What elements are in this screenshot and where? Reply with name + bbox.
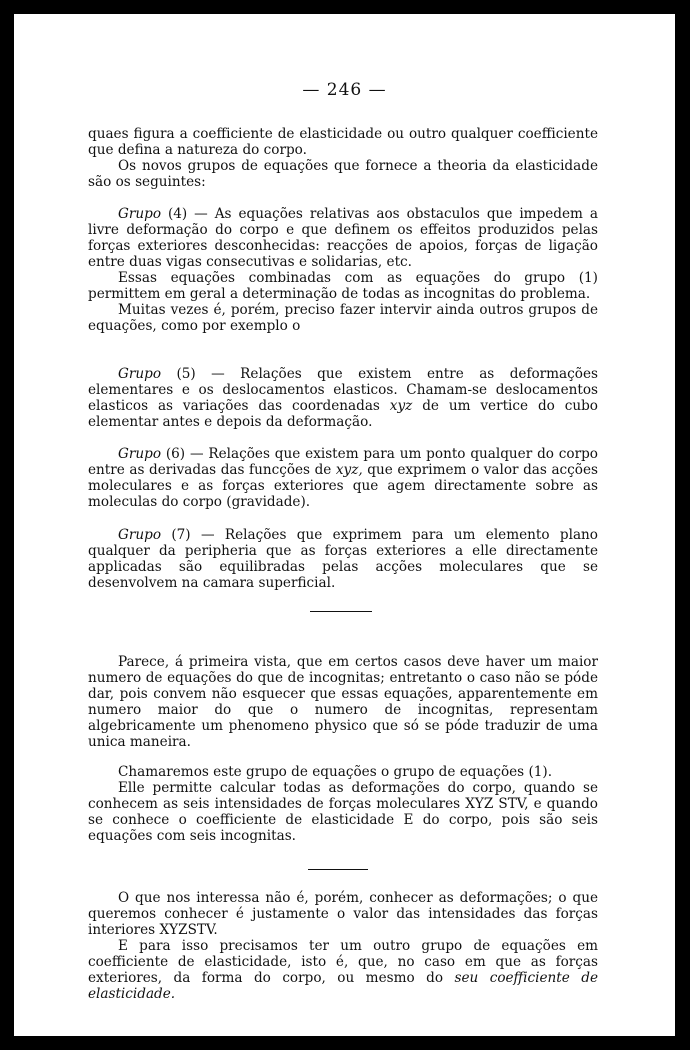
grupo-text: (4) — As equações relativas aos obstaculos que impedem a livre deformação do corpo e que definem os effeitos produzidos pelas forças exteriores desconhecidas: reacções de apoios, forças de ligação entre duas vigas consecutivas e solidarias, etc. [88, 206, 598, 270]
grupo-text: (7) — Relações que exprimem para um elemento plano qualquer da peripheria que as forças exteriores a elle directamente applicadas são equilibradas pelas acções moleculares que se desenvolvem na camara superficial. [88, 527, 598, 591]
grupo-emph: xyz [389, 398, 413, 414]
grupo-label: Grupo [118, 206, 161, 222]
text-block-3 [88, 764, 598, 844]
text-block-grupo-6 [88, 446, 598, 510]
grupo-text: (6) — Relações que existem para um ponto qualquer do corpo entre as derivadas das funcções de [88, 446, 598, 478]
paragraph [88, 446, 598, 510]
text-block-grupo-7 [88, 527, 598, 591]
text-block-1 [88, 126, 598, 190]
paragraph: O que nos interessa não é, porém, conhecer as deformações; o que queremos conhecer é justamente o valor das intensidades das forças interiores XYZSTV. [88, 890, 598, 938]
paragraph: Muitas vezes é, porém, preciso fazer intervir ainda outros grupos de equações, como por exemplo o [88, 302, 598, 334]
paragraph: quaes figura a coefficiente de elasticidade ou outro qualquer coefficiente que defina a natureza do corpo. [88, 126, 598, 158]
paragraph [88, 206, 598, 270]
paragraph-text: E para isso precisamos ter um outro grupo de equações em coefficiente de elasticidade, isto é, que, no caso em que as forças exteriores, da forma do corpo, ou mesmo do [88, 938, 598, 986]
paragraph [88, 366, 598, 430]
text-block-grupo-5 [88, 366, 598, 430]
paragraph: Os novos grupos de equações que fornece a theoria da elasticidade são os seguintes: [88, 158, 598, 190]
paragraph-emph: seu coefficiente de elasticidade. [88, 970, 598, 1002]
grupo-label: Grupo [118, 366, 161, 382]
grupo-label: Grupo [118, 527, 161, 543]
section-divider [308, 869, 368, 870]
document-page [14, 14, 675, 1036]
text-block-4 [88, 890, 598, 1002]
grupo-label: Grupo [118, 446, 161, 462]
text-block-2 [88, 654, 598, 750]
paragraph [88, 527, 598, 591]
section-divider [310, 611, 372, 612]
paragraph: Chamaremos este grupo de equações o grupo de equações (1). [118, 764, 553, 780]
grupo-text: que exprimem o valor das acções moleculares e as forças exteriores que agem directamente sobre as moleculas do corpo (gravidade). [88, 462, 598, 510]
paragraph: Essas equações combinadas com as equações do grupo (1) permittem em geral a determinação de todas as incognitas do problema. [88, 270, 598, 302]
page-number: — 246 — [302, 80, 387, 100]
text-block-grupo-4 [88, 206, 598, 334]
grupo-text: de um vertice do cubo elementar antes e depois da deformação. [88, 398, 598, 430]
paragraph: Parece, á primeira vista, que em certos casos deve haver um maior numero de equações do que de incognitas; entretanto o caso não se póde dar, pois convem não esquecer que essas equações, apparentemente em numero maior do que o numero de incognitas, representam algebricamente um phenomeno physico que só se póde traduzir de uma unica maneira. [88, 654, 598, 750]
grupo-text: (5) — Relações que existem entre as deformações elementares e os deslocamentos elasticos. Chamam-se deslocamentos elasticos as variações das coordenadas [88, 366, 598, 414]
grupo-emph: xyz, [335, 462, 363, 478]
paragraph: Elle permitte calcular todas as deformações do corpo, quando se conhecem as seis intensidades de forças moleculares XYZ STV, e quando se conhece o coefficiente de elasticidade E do corpo, pois são seis equações com seis incognitas. [88, 780, 598, 844]
paragraph [88, 938, 598, 1002]
